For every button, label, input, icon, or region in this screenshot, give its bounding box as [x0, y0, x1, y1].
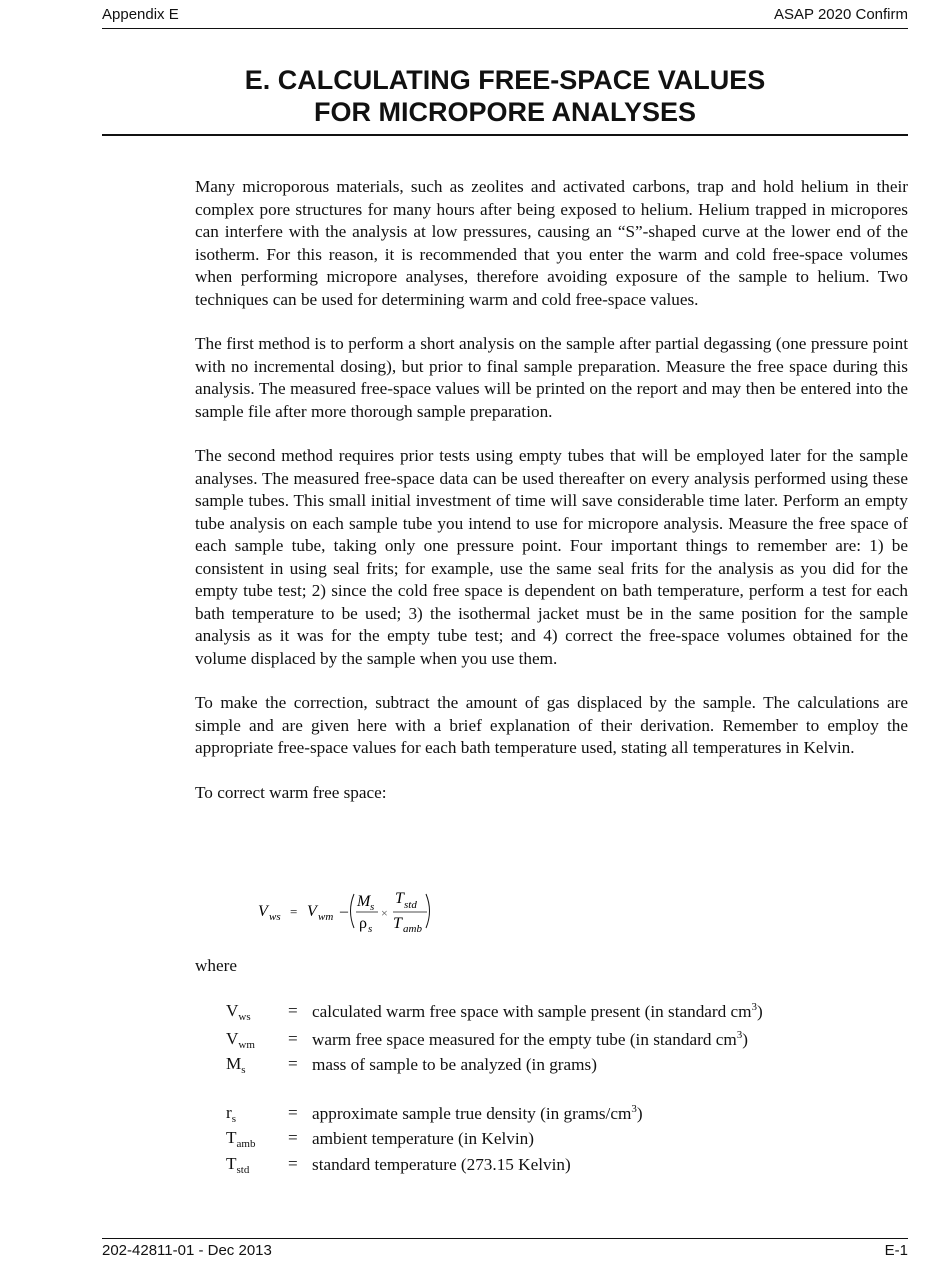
formula-right-paren [426, 894, 430, 928]
definition-symbol: $M_s$ [226, 1054, 246, 1076]
paragraph-second-method: The second method requires prior tests using empty tubes that will be employed later for the sample analyses. The measured free-space data can be used thereafter on every analysis performed using these sample tubes. This small initial investment of time will save considerable time later. Perform an empty tube analysis on each sample tube you intend to use for micropore analysis. Measure the free space of each sample tube, taking only one pressure point. Four important things to remember are: 1) be consistent in using seal frits; for example, use the same seal frits for the analysis as you did for the empty tube test; 2) since the cold free space is dependent on bath temperature, perform a test for each bath temperature to be used; 3) the isothermal jacket must be in the same position for the sample analysis as it was for the empty tube test; and 4) correct the free-space volumes obtained for the volume displaced by the sample when you use them. [195, 446, 908, 668]
formula-times: × [381, 906, 388, 920]
page-header [102, 4, 908, 29]
definition-equals: = [288, 1154, 298, 1173]
formula-den2: T [393, 915, 402, 932]
page-title [102, 64, 908, 136]
formula-den1-sub: s [368, 923, 373, 935]
definition-description: warm free space measured for the empty tube (in standard $cm^3$) [312, 1029, 748, 1049]
body-text [195, 176, 908, 826]
definition-description: calculated warm free space with sample present (in standard $cm^3$) [312, 1001, 763, 1021]
definition-symbol: $T_{amb}$ [226, 1128, 256, 1150]
formula-num2: T [395, 890, 404, 907]
paragraph-warm-free-space: To correct warm free space: [195, 782, 387, 802]
definition-symbol: $V_{ws}$ [226, 1001, 251, 1023]
formula-v-sub: wm [318, 911, 334, 923]
formula-lhs-sub: ws [269, 911, 281, 923]
title-line-2: FOR MICROPORE ANALYSES [313, 97, 697, 127]
formula-den2-sub: amb [403, 923, 422, 935]
header-section-label: Appendix E [102, 6, 179, 23]
page-footer [102, 1238, 908, 1261]
formula-num1-sub: s [370, 901, 375, 913]
formula-num1: M [357, 893, 371, 910]
formula-left-paren [351, 894, 355, 928]
footer-document-number: 202-42811-01 - Dec 2013 [102, 1242, 272, 1259]
definition-symbol: $r_s$ [226, 1103, 237, 1125]
paragraph-correction: To make the correction, subtract the amount of gas displaced by the sample. The calculations are simple and are given here with a brief explanation of their derivation. Remember to employ the appropriate free-space values for each bath temperature used, stating all temperatures in Kelvin. [195, 693, 908, 757]
definition-equals: = [288, 1128, 298, 1147]
formula-v: V [307, 903, 317, 920]
definition-description: mass of sample to be analyzed (in grams) [312, 1055, 597, 1074]
where-label: where [195, 956, 237, 975]
definition-description: standard temperature (273.15 Kelvin) [312, 1155, 571, 1174]
formula-lhs: V [258, 903, 268, 920]
formula-den1: ρ [359, 915, 367, 932]
warm-free-space-formula [258, 886, 458, 936]
definition-symbol: $V_{wm}$ [226, 1029, 255, 1051]
definition-description: ambient temperature (in Kelvin) [312, 1129, 534, 1148]
definition-equals: = [288, 1029, 298, 1048]
definition-equals: = [288, 1054, 298, 1073]
definition-equals: = [288, 1103, 298, 1122]
definition-symbol: $T_{std}$ [226, 1154, 250, 1176]
paragraph-first-method: The first method is to perform a short analysis on the sample after partial degassing (one pressure point with no incremental dosing), but prior to final sample preparation. Measure the free space during this analysis. The measured free-space values will be printed on the report and may then be entered into the sample file after more thorough sample preparation. [195, 334, 908, 421]
title-line-1: E. CALCULATING FREE-SPACE VALUES [244, 65, 766, 95]
paragraph-intro: Many microporous materials, such as zeolites and activated carbons, trap and hold helium in their complex pore structures for many hours after being exposed to helium. Helium trapped in micropores can interfere with the analysis at low pressures, causing an “S”-shaped curve at the lower end of the isotherm. For this reason, it is recommended that you enter the warm and cold free-space volumes when performing micropore analyses, therefore avoiding exposure of the sample to helium. Two techniques can be used for determining warm and cold free-space values. [195, 177, 908, 309]
formula-num2-sub: std [404, 899, 417, 911]
formula-equals: = [290, 904, 298, 919]
footer-page-number: E-1 [884, 1242, 908, 1259]
formula-minus: – [340, 903, 348, 920]
definition-equals: = [288, 1001, 298, 1020]
header-product-name: ASAP 2020 Confirm [774, 6, 908, 23]
definition-description: approximate sample true density (in grams/$cm^3$) [312, 1103, 643, 1123]
